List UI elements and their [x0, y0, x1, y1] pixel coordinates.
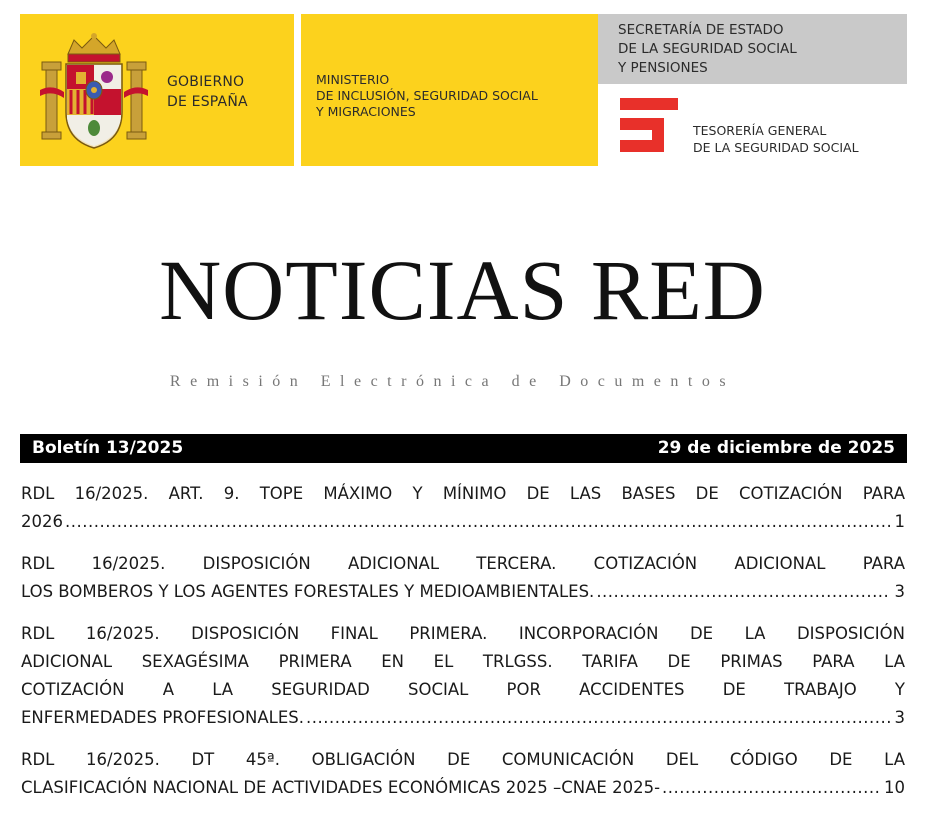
toc-entry-text: CLASIFICACIÓN NACIONAL DE ACTIVIDADES ECONÓMICAS 2025 –CNAE 2025- — [21, 778, 661, 797]
tesoreria-line-2: DE LA SEGURIDAD SOCIAL — [693, 140, 859, 155]
gobierno-label — [167, 72, 248, 112]
toc-entry-line: RDL 16/2025. DISPOSICIÓN FINAL PRIMERA. INCORPORACIÓN DE LA DISPOSICIÓN — [21, 624, 905, 643]
toc-entry-line: RDL 16/2025. ART. 9. TOPE MÁXIMO Y MÍNIMO DE LAS BASES DE COTIZACIÓN PARA — [21, 484, 905, 503]
toc-page-number: 10 — [884, 778, 905, 797]
toc-entry-line: RDL 16/2025. DISPOSICIÓN ADICIONAL TERCERA. COTIZACIÓN ADICIONAL PARA — [21, 554, 905, 573]
gobierno-line-1: GOBIERNO — [167, 74, 245, 90]
tesoreria-label — [693, 122, 859, 156]
secretaria-label — [618, 21, 797, 78]
secretaria-line-3: Y PENSIONES — [618, 60, 708, 76]
ministerio-line-2: DE INCLUSIÓN, SEGURIDAD SOCIAL — [316, 88, 538, 103]
bulletin-number: Boletín 13/2025 — [32, 438, 184, 458]
toc-entry-text: ENFERMEDADES PROFESIONALES. — [21, 708, 304, 727]
toc-leader-dots — [65, 508, 891, 536]
bulletin-bar — [20, 434, 907, 463]
gobierno-de-espana-block — [20, 14, 294, 166]
toc-leader-dots — [662, 774, 880, 802]
table-of-contents — [21, 480, 905, 816]
tesoreria-line-1: TESORERÍA GENERAL — [693, 123, 827, 138]
page-subtitle: Remisión Electrónica de Documentos — [169, 373, 736, 390]
toc-entry-last-line — [21, 578, 905, 606]
ministerio-line-3: Y MIGRACIONES — [316, 104, 416, 119]
ministerio-label — [316, 72, 538, 120]
secretaria-line-2: DE LA SEGURIDAD SOCIAL — [618, 41, 797, 57]
toc-leader-dots — [306, 704, 891, 732]
toc-leader-dots — [596, 578, 890, 606]
secretaria-block — [598, 14, 907, 84]
secretaria-line-1: SECRETARÍA DE ESTADO — [618, 22, 784, 38]
bulletin-date: 29 de diciembre de 2025 — [657, 438, 895, 458]
gobierno-line-2: DE ESPAÑA — [167, 94, 248, 110]
toc-entry-line: RDL 16/2025. DT 45ª. OBLIGACIÓN DE COMUNICACIÓN DEL CÓDIGO DE LA — [21, 750, 905, 769]
toc-page-number: 1 — [894, 512, 905, 531]
ministerio-line-1: MINISTERIO — [316, 72, 390, 87]
toc-entry[interactable] — [21, 620, 905, 732]
toc-entry-last-line — [21, 774, 905, 802]
header-banner — [20, 14, 907, 166]
toc-entry[interactable] — [21, 746, 905, 802]
toc-entry-line: ADICIONAL SEXAGÉSIMA PRIMERA EN EL TRLGSS. TARIFA DE PRIMAS PARA LA — [21, 652, 905, 671]
toc-entry[interactable] — [21, 480, 905, 536]
coat-of-arms-icon — [40, 32, 148, 154]
toc-page-number: 3 — [894, 708, 905, 727]
toc-entry-last-line — [21, 508, 905, 536]
page-title: NOTICIAS RED — [159, 242, 766, 338]
toc-entry-text: 2026 — [21, 512, 63, 531]
tgss-logo-icon — [618, 94, 680, 156]
toc-page-number: 3 — [894, 582, 905, 601]
ministerio-block — [301, 14, 598, 166]
toc-entry-last-line — [21, 704, 905, 732]
toc-entry-text: LOS BOMBEROS Y LOS AGENTES FORESTALES Y MEDIOAMBIENTALES. — [21, 582, 595, 601]
toc-entry[interactable] — [21, 550, 905, 606]
toc-entry-line: COTIZACIÓN A LA SEGURIDAD SOCIAL POR ACCIDENTES DE TRABAJO Y — [21, 680, 905, 699]
